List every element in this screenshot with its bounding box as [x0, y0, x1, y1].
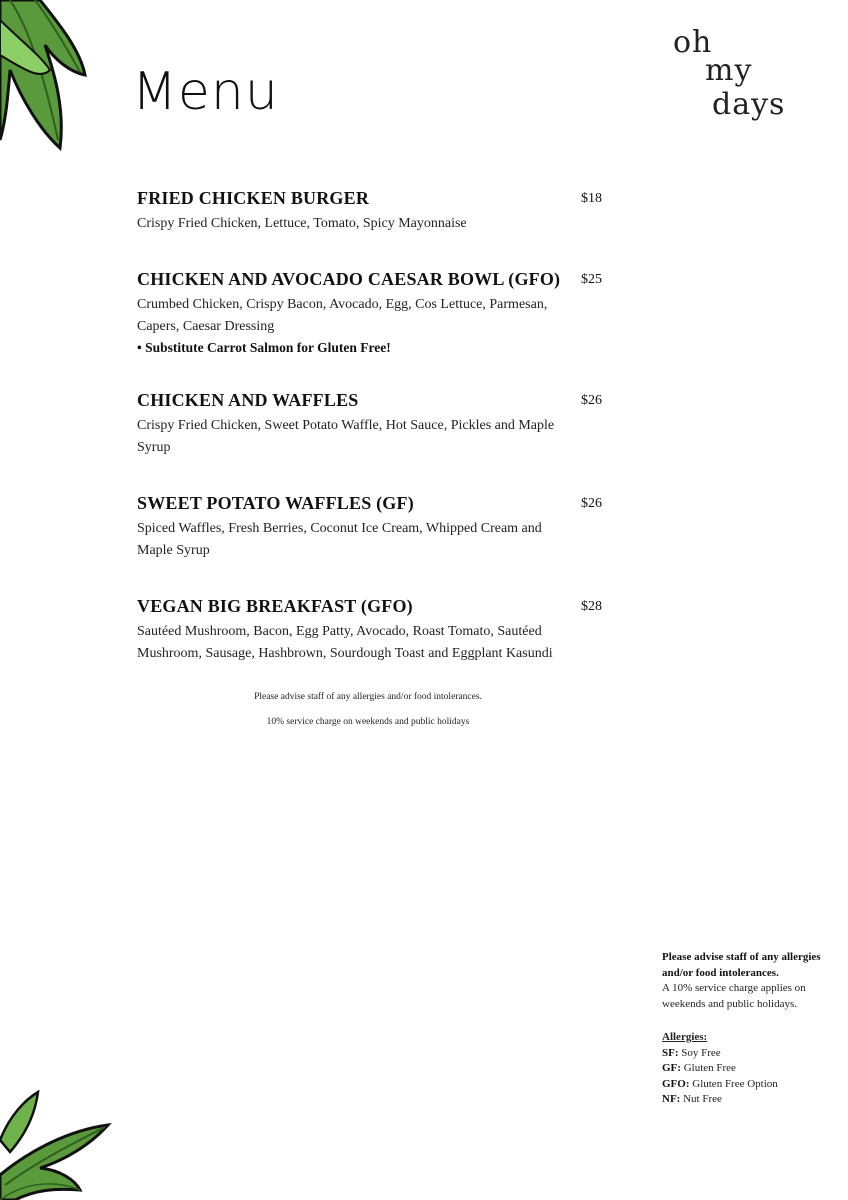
service-charge-notice: 10% service charge on weekends and public holidays: [266, 717, 470, 727]
legend-meaning: Gluten Free: [683, 1062, 736, 1074]
item-price: $26: [581, 496, 602, 511]
menu-item: [137, 188, 607, 235]
item-price: $28: [581, 599, 602, 614]
side-info-panel: [662, 950, 827, 1108]
item-note: • Substitute Carrot Salmon for Gluten Free!: [137, 340, 391, 355]
item-description: Crumbed Chicken, Crispy Bacon, Avocado, Egg, Cos Lettuce, Parmesan, Capers, Caesar Dressing: [137, 297, 548, 334]
legend-meaning: Gluten Free Option: [692, 1077, 778, 1090]
item-description: Crispy Fried Chicken, Lettuce, Tomato, Spicy Mayonnaise: [137, 216, 467, 231]
legend-meaning: Nut Free: [683, 1093, 722, 1105]
logo-word-3: days: [712, 87, 786, 122]
item-price: $18: [581, 191, 602, 206]
side-allergy-notice: Please advise staff of any allergies and/or food intolerances.: [662, 951, 821, 979]
legend-code: GF:: [662, 1062, 681, 1074]
legend-code: GFO:: [662, 1077, 690, 1090]
item-name: VEGAN BIG BREAKFAST (GFO): [137, 596, 413, 616]
item-price: $26: [581, 393, 602, 408]
menu-item: [137, 596, 607, 665]
leaf-decoration-top-icon: [0, 0, 100, 160]
item-description: Sautéed Mushroom, Bacon, Egg Patty, Avocado, Roast Tomato, Sautéed Mushroom, Sausage, Hashbrown, Sourdough Toast and Eggplant Kasundi: [137, 624, 553, 661]
menu-item: [137, 390, 607, 459]
logo-word-2: my: [705, 53, 753, 88]
page-title: Menu: [132, 62, 279, 122]
item-name: FRIED CHICKEN BURGER: [137, 188, 370, 208]
legend-code: NF:: [662, 1093, 681, 1105]
item-description: Crispy Fried Chicken, Sweet Potato Waffle, Hot Sauce, Pickles and Maple Syrup: [137, 418, 555, 455]
allergies-title: Allergies:: [662, 1031, 708, 1043]
center-notes: [168, 692, 568, 742]
legend-code: SF:: [662, 1046, 679, 1059]
legend-item: [662, 1061, 827, 1077]
side-service-notice: A 10% service charge applies on weekends and public holidays.: [662, 982, 806, 1010]
allergy-notice: Please advise staff of any allergies and/or food intolerances.: [254, 692, 482, 702]
item-name: SWEET POTATO WAFFLES (GF): [137, 493, 414, 513]
legend-item: [662, 1046, 827, 1062]
leaf-decoration-bottom-icon: [0, 1090, 120, 1200]
menu-items-list: [137, 188, 607, 699]
legend-item: [662, 1077, 827, 1093]
menu-item: [137, 269, 607, 356]
legend-item: [662, 1092, 827, 1108]
logo-word-1: oh: [673, 25, 713, 60]
item-description: Spiced Waffles, Fresh Berries, Coconut Ice Cream, Whipped Cream and Maple Syrup: [137, 521, 542, 558]
menu-item: [137, 493, 607, 562]
item-name: CHICKEN AND AVOCADO CAESAR BOWL (GFO): [137, 269, 561, 289]
legend-meaning: Soy Free: [681, 1046, 721, 1059]
item-price: $25: [581, 272, 602, 287]
brand-logo: [660, 25, 800, 138]
item-name: CHICKEN AND WAFFLES: [137, 390, 359, 410]
